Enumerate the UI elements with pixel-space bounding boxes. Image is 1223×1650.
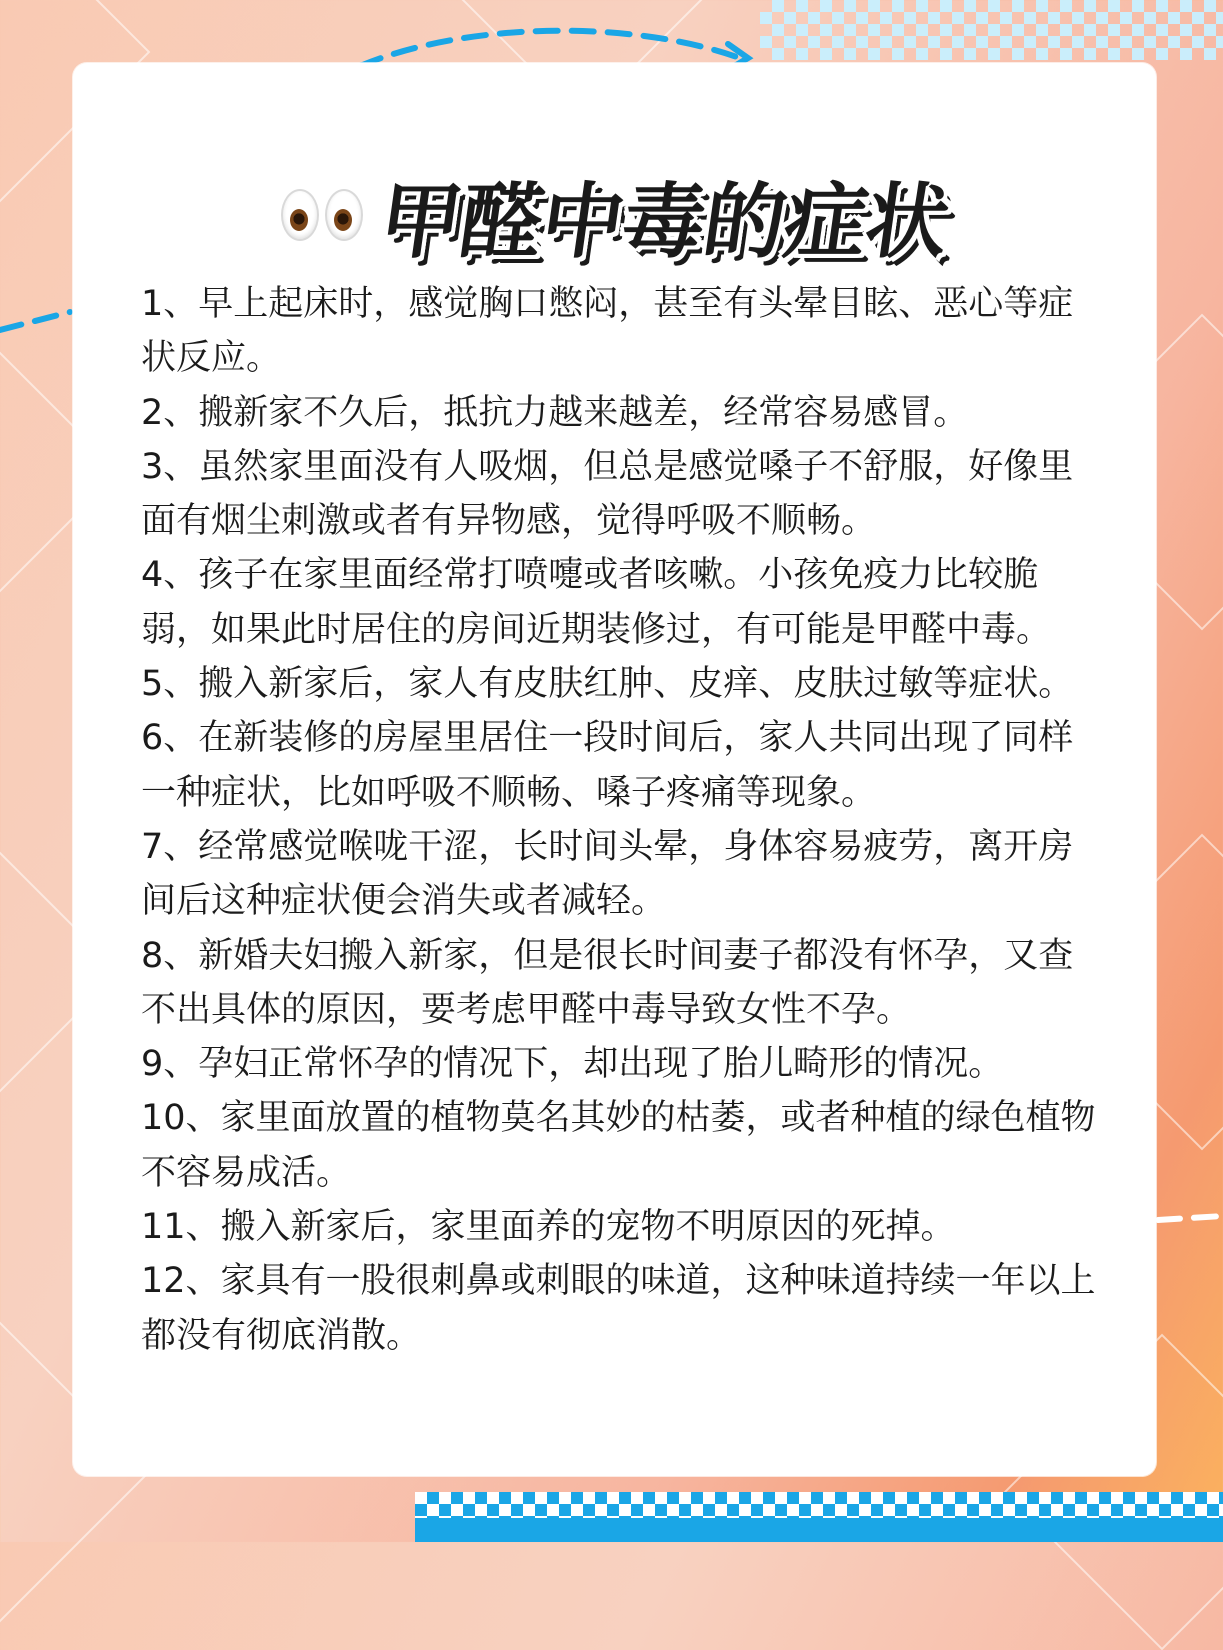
list-item: 11、搬入新家后，家里面养的宠物不明原因的死掉。	[141, 1207, 956, 1248]
left-eye-icon	[281, 189, 319, 241]
list-item: 10、家里面放置的植物莫名其妙的枯萎，或者种植的绿色植物不容易成活。	[141, 1098, 1096, 1193]
symptom-list	[141, 277, 1101, 1363]
checker-pattern-bottom	[415, 1492, 1223, 1542]
checker-pattern-top	[760, 0, 1223, 60]
list-item: 6、在新装修的房屋里居住一段时间后，家人共同出现了同样一种症状，比如呼吸不顺畅、嗓子疼痛等现象。	[141, 718, 1074, 813]
list-item: 5、搬入新家后，家人有皮肤红肿、皮痒、皮肤过敏等症状。	[141, 664, 1074, 705]
page-title: 甲醛中毒的症状	[373, 174, 954, 270]
list-item: 2、搬新家不久后，抵抗力越来越差，经常容易感冒。	[141, 392, 969, 433]
eyes-icon	[281, 189, 363, 241]
bottom-accent-bar	[415, 1518, 1223, 1542]
list-item: 3、虽然家里面没有人吸烟，但总是感觉嗓子不舒服，好像里面有烟尘刺激或者有异物感，觉得呼吸不顺畅。	[141, 446, 1074, 542]
list-item: 1、早上起床时，感觉胸口憋闷，甚至有头晕目眩、恶心等症状反应。	[141, 284, 1074, 379]
list-item: 9、孕妇正常怀孕的情况下，却出现了胎儿畸形的情况。	[141, 1044, 1004, 1085]
list-item: 8、新婚夫妇搬入新家，但是很长时间妻子都没有怀孕，又查不出具体的原因，要考虑甲醛中毒导致女性不孕。	[141, 935, 1074, 1030]
list-item: 7、经常感觉喉咙干涩，长时间头晕，身体容易疲劳，离开房间后这种症状便会消失或者减轻。	[141, 826, 1074, 922]
right-eye-icon	[325, 189, 363, 241]
title-row	[73, 155, 1156, 275]
content-card	[73, 63, 1156, 1476]
list-item: 12、家具有一股很刺鼻或刺眼的味道，这种味道持续一年以上都没有彻底消散。	[141, 1261, 1096, 1356]
list-item: 4、孩子在家里面经常打喷嚏或者咳嗽。小孩免疫力比较脆弱，如果此时居住的房间近期装修过，有可能是甲醛中毒。	[141, 555, 1052, 650]
